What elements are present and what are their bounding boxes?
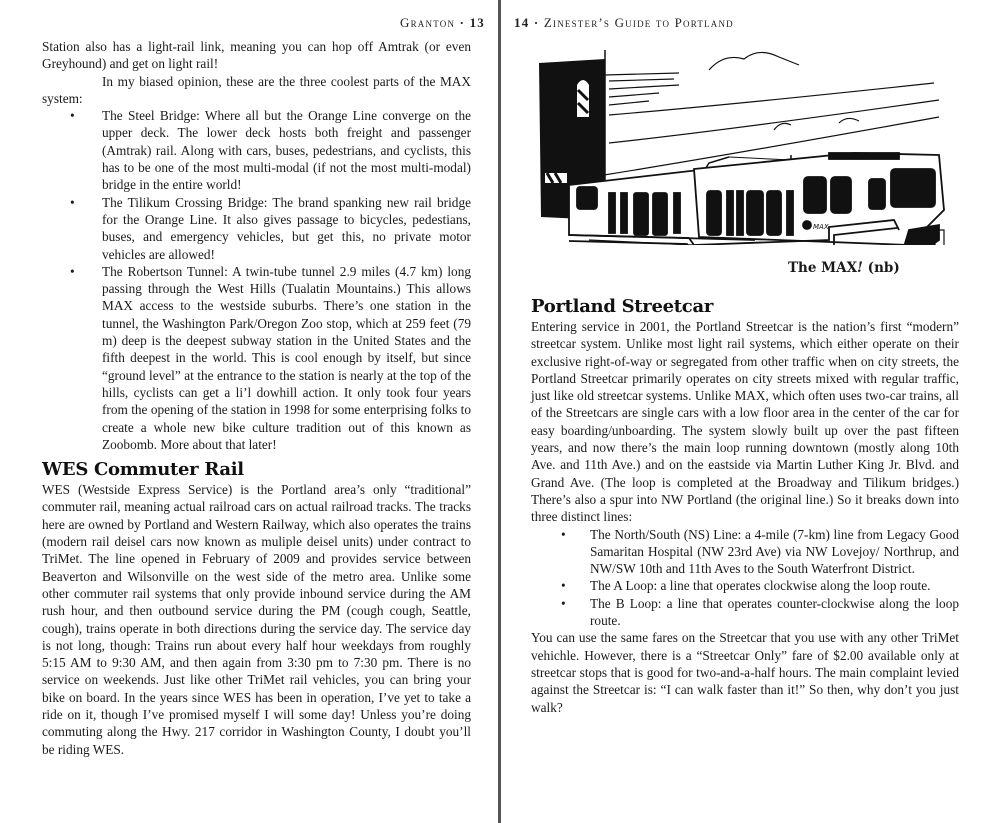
left-page (0, 0, 498, 823)
train-logo-text: MAX (813, 223, 829, 231)
running-head-separator: · (533, 15, 540, 30)
caption-credit: (nb) (862, 260, 900, 276)
left-page-body (42, 38, 471, 758)
list-item (42, 107, 471, 193)
list-item-text: The Steel Bridge: Where all but the Orange Line converge on the upper deck. The lower deck hosts both freight and passenger (Amtrak) rail. Along with cars, buses, pedestrians, and cyclists, this has to be one of the most multi-modal (if not the most multi-modal) bridge in the entire world! (102, 108, 471, 193)
running-head-title: Zinester’s Guide to Portland (543, 15, 734, 30)
max-train-illustration (529, 45, 949, 245)
paragraph: Entering service in 2001, the Portland Streetcar is the nation’s first “modern” streetcar system. Unlike most light rail systems, which either operate on their exclusive right-of-way or segregated from other traffic when on city streets, the Portland Streetcar primarily operates on city streets mixed with regular traffic, just like old streetcar systems. Unlike MAX, which often uses two-car trains, all of the Streetcars are single cars with a low floor area in the center of the car for easy boarding/unboarding. The system slowly built up over the past fifteen years, and now there’s the main loop running downtown (mostly along 10th Ave. and 11th Ave.) and on the eastside via Martin Luther King Jr. Blvd. and Grand Ave. (The loop is completed at the Broadway and Tilikum bridges.) There’s also a spur into NW Portland (the original line.) So it breaks down into three distinct lines: (531, 319, 959, 525)
running-head-left (400, 15, 485, 31)
caption-title: The MAX (788, 260, 858, 276)
list-item (531, 595, 959, 630)
bullet-icon: • (70, 263, 75, 279)
paragraph: In my biased opinion, these are the three coolest parts of the MAX system: (42, 73, 471, 106)
list-item-text: The Robertson Tunnel: A twin-tube tunnel 2.9 miles (4.7 km) long passing through the West Hills (Tualatin Mountains.) This allows MAX access to the westside suburbs. There’s one station in the tunnel, the Washington Park/Oregon Zoo stop, which at 259 feet (79 m) deep is the deepest subway station in the United States and the fifth deepest in the world. This is cool enough by itself, but since “ground level” at the entrance to the station is nearly at the top of the hills, cyclists can get a li’l dowhill action. It only took four years from the opening of the station in 1998 for some enterprising folks to create a whole new bike culture tradition out of this known as Zoobomb. More about that later! (102, 263, 471, 452)
running-head-separator: · (459, 15, 466, 30)
bullet-icon: • (70, 194, 75, 210)
bullet-icon: • (561, 578, 566, 594)
list-item-text: The B Loop: a line that operates counter-clockwise along the loop route. (590, 595, 959, 629)
list-item (42, 194, 471, 263)
page-number: 14 (514, 15, 530, 30)
list-item (42, 263, 471, 453)
list-item-text: The North/South (NS) Line: a 4-mile (7-km) line from Legacy Good Samaritan Hospital (NW 23rd Ave) via NW Lovejoy/ Northrup, and NW/SW 10th and 11th Aves to the South Waterfront District. (590, 526, 959, 577)
train-body (569, 153, 944, 245)
bullet-icon: • (561, 526, 566, 542)
running-head-title: Granton (400, 15, 456, 30)
page-number: 13 (469, 15, 485, 30)
section-heading-streetcar: Portland Streetcar (531, 296, 714, 317)
list-item-text: The A Loop: a line that operates clockwise along the loop route. (590, 578, 931, 594)
section-heading-wes: WES Commuter Rail (42, 459, 244, 481)
bullet-icon: • (561, 595, 566, 611)
bullet-icon: • (70, 108, 75, 124)
list-item-text: The Tilikum Crossing Bridge: The brand spanking new rail bridge for the Orange Line. It also gives passage to bicycles, pedestians, buses, and emergency vehicles, but get this, no private motor vehicles are allowed! (102, 194, 471, 262)
right-page (501, 0, 1000, 823)
list-item (531, 577, 959, 594)
figure-caption (788, 260, 900, 276)
streetcar-lines-list (531, 526, 959, 630)
caption-exclamation: ! (857, 260, 863, 276)
paragraph: WES (Westside Express Service) is the Portland area’s only “traditional” commuter rail, meaning actual railroad cars on actual railroad tracks. The tracks here are owned by Portland and Western Railway, which also operates the trains (modern rail deisel cars now known as muliple deisel units) under contract to TriMet. The line opened in February of 2009 and provides service between Beaverton and Wilsonville on the west side of the metro area. Unlike some other commuter rail systems that only provide inbound service during the AM rush hour, and then outbound service during the PM (cough cough, Seattle, cough), trains operate in both directions during the service day. The service day is not long, though: Trains run about every half hour weekdays from roughly 5:15 AM to 9:30 AM, and then again from 3:30 pm to 7:30 pm. There is no service on weekends. Just like other TriMet rail vehicles, you can bring your bike on board. In the years since WES has been in operation, I’ve yet to take a ride on it, though I’ve promised myself I will some day! Unless you’re doing commuting along the Hwy. 217 corridor in Washington County, I doubt you’ll be riding WES. (42, 482, 471, 757)
paragraph: You can use the same fares on the Streetcar that you use with any other TriMet vehichle. However, there is a “Streetcar Only” fare of $2.00 available only at streetcar stops that is good for two-and-a-half hours. The main complaint levied against the Streetcar is: “I can walk faster than it!” So then, why don’t you just walk? (531, 630, 959, 715)
right-page-body (531, 296, 959, 716)
max-highlights-list (42, 107, 471, 453)
running-head-right (514, 15, 734, 31)
list-item (531, 526, 959, 578)
paragraph: Station also has a light-rail link, meaning you can hop off Amtrak (or even Greyhound) and get on light rail! (42, 39, 471, 72)
